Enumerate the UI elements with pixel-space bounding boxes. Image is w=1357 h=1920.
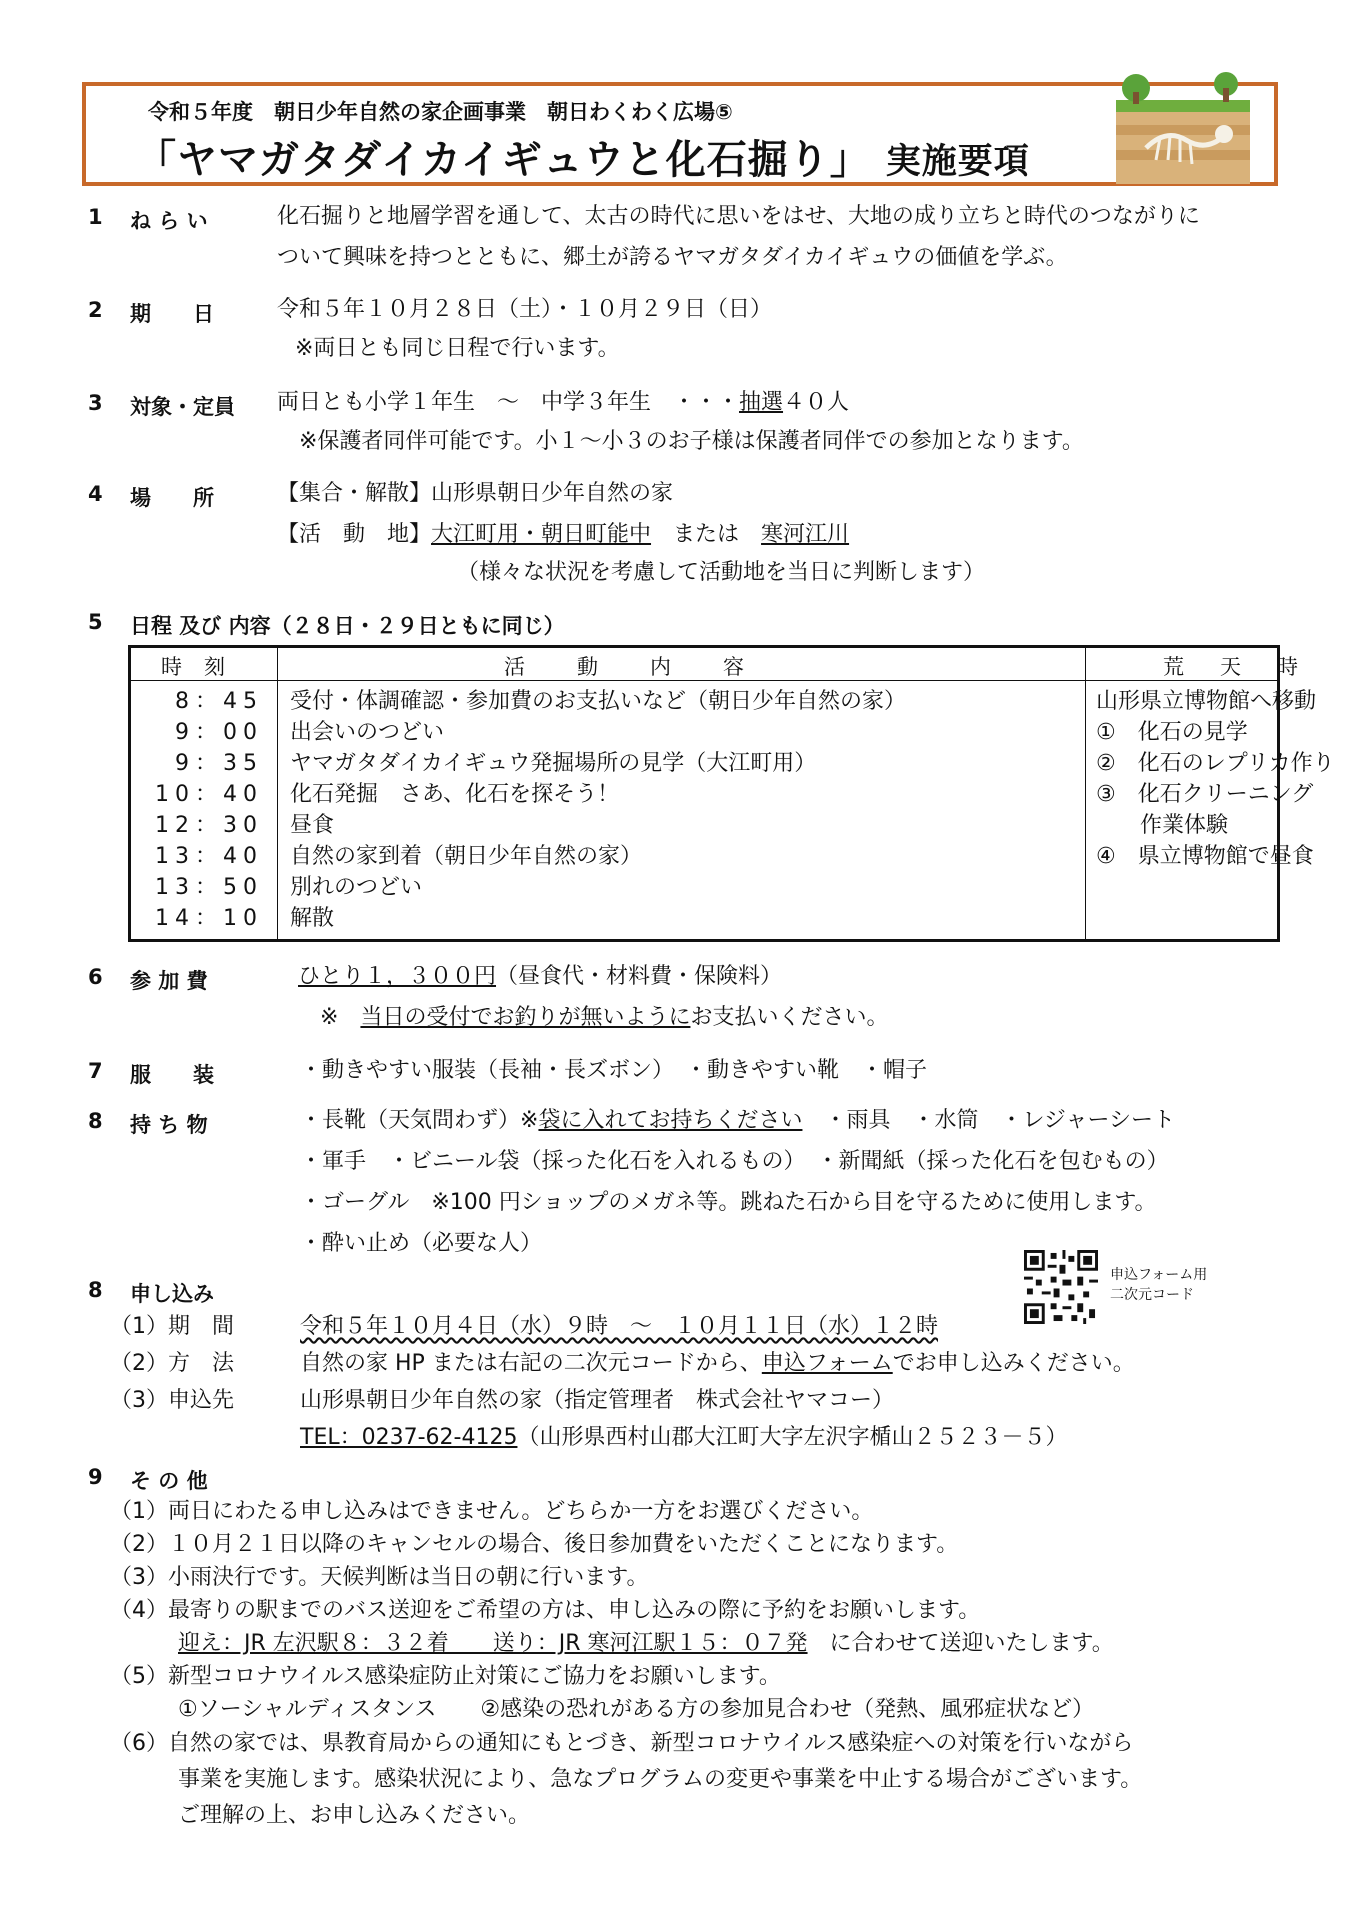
time-column xyxy=(131,648,278,939)
section-heading: 服 装 xyxy=(130,1063,214,1087)
table-cell-time: 12：30 xyxy=(155,813,263,838)
table-cell-activity: 自然の家到着（朝日少年自然の家） xyxy=(290,844,643,869)
section-number: 4 xyxy=(88,482,103,506)
list-item: （1）両日にわたる申し込みはできません。どちらか一方をお選びください。 xyxy=(110,1499,874,1524)
subtitle: 令和５年度 朝日少年自然の家企画事業 朝日わくわく広場⑤ xyxy=(148,100,733,124)
phone-link[interactable]: TEL：0237-62-4125 xyxy=(300,1425,518,1450)
table-cell-rain: ② 化石のレプリカ作り xyxy=(1096,751,1335,776)
text-line: （様々な状況を考慮して活動地を当日に判断します） xyxy=(457,560,986,585)
section-body: ・動きやすい服装（長袖・長ズボン） ・動きやすい靴 ・帽子 xyxy=(300,1058,928,1083)
header-rain: 荒天時 xyxy=(1163,655,1334,679)
section-number: 8 xyxy=(88,1109,103,1133)
table-cell-activity: 別れのつどい xyxy=(290,875,423,900)
title-main: 「ヤマガタダイカイギュウと化石掘り」 xyxy=(136,137,871,183)
table-cell-activity: 化石発掘 さあ、化石を探そう！ xyxy=(290,782,620,807)
label-method: （2）方 法 xyxy=(110,1351,234,1376)
table-cell-activity: ヤマガタダイカイギュウ発掘場所の見学（大江町用） xyxy=(290,751,817,776)
table-cell-time: 13：40 xyxy=(155,844,263,869)
application-address: TEL：0237-62-4125（山形県西村山郡大江町大字左沢字楯山２５２３－５） xyxy=(300,1425,1068,1450)
text-line: ・長靴（天気問わず）※袋に入れてお持ちください ・雨具 ・水筒 ・レジャーシート xyxy=(300,1108,1176,1133)
table-cell-time: 8：45 xyxy=(175,689,263,714)
section-body xyxy=(277,289,772,368)
section-body xyxy=(277,382,1084,461)
table-cell-rain: 作業体験 xyxy=(1096,813,1229,838)
text-line: ※ 当日の受付でお釣りが無いようにお支払いください。 xyxy=(320,1005,889,1030)
text-line: 【活 動 地】大江町用・朝日町能中 または 寒河江川 xyxy=(277,522,850,547)
section-body xyxy=(277,473,985,591)
fossil-illustration-icon xyxy=(1116,70,1250,184)
section-body xyxy=(298,956,888,1038)
table-cell-rain: ③ 化石クリーニング xyxy=(1096,782,1314,807)
section-number: 5 xyxy=(88,610,103,634)
section-heading: 日程 及び 内容（２８日・２９日ともに同じ） xyxy=(130,614,565,638)
text-line: ※両日とも同じ日程で行います。 xyxy=(295,336,620,361)
section-body xyxy=(300,1100,1175,1264)
qr-label: 申込フォーム用 二次元コード xyxy=(1110,1267,1208,1303)
list-item: （6）自然の家では、県教育局からの通知にもとづき、新型コロナウイルス感染症への対策を行いながら xyxy=(110,1731,1134,1756)
header-activity: 活動内容 xyxy=(504,655,796,679)
table-cell-rain: ① 化石の見学 xyxy=(1096,720,1248,745)
section-heading: ね ら い xyxy=(130,209,208,233)
section-heading: 申し込み xyxy=(130,1282,214,1306)
section-heading: 持 ち 物 xyxy=(130,1113,208,1137)
text-line: 化石掘りと地層学習を通して、太古の時代に思いをはせ、大地の成り立ちと時代のつながりに xyxy=(277,204,1200,229)
table-cell-activity: 受付・体調確認・参加費のお支払いなど（朝日少年自然の家） xyxy=(290,689,907,714)
text-line: ※保護者同伴可能です。小１～小３のお子様は保護者同伴での参加となります。 xyxy=(299,429,1084,454)
text-line: ついて興味を持つとともに、郷土が誇るヤマガタダイカイギュウの価値を学ぶ。 xyxy=(277,245,1068,270)
table-cell-activity: 解散 xyxy=(290,906,335,931)
list-item: （3）小雨決行です。天候判断は当日の朝に行います。 xyxy=(110,1565,649,1590)
application-values xyxy=(300,1308,1135,1456)
table-cell-time: 14：10 xyxy=(155,906,263,931)
table-cell-time: 9：00 xyxy=(175,720,263,745)
list-item: （4）最寄りの駅までのバス送迎をご希望の方は、申し込みの際に予約をお願いします。 xyxy=(110,1598,981,1623)
section-heading: 期 日 xyxy=(130,302,214,326)
list-item-sub: 事業を実施します。感染状況により、急なプログラムの変更や事業を中止する場合がございます。 xyxy=(178,1767,1143,1792)
header-time: 時刻 xyxy=(161,655,247,679)
text-line: ・酔い止め（必要な人） xyxy=(300,1231,543,1256)
section-number: 6 xyxy=(88,965,103,989)
table-cell-time: 13：50 xyxy=(155,875,263,900)
text-line: ・軍手 ・ビニール袋（採った化石を入れるもの） ・新聞紙（採った化石を包むもの） xyxy=(300,1149,1169,1174)
table-cell-time: 10：40 xyxy=(155,782,263,807)
label-contact: （3）申込先 xyxy=(110,1388,234,1413)
section-heading: そ の 他 xyxy=(130,1469,208,1493)
application-labels xyxy=(110,1308,234,1419)
application-period: 令和５年１０月４日（水）９時 ～ １０月１１日（水）１２時 xyxy=(300,1314,939,1339)
list-item: （5）新型コロナウイルス感染症防止対策にご協力をお願いします。 xyxy=(110,1664,781,1689)
text-line: 両日とも小学１年生 ～ 中学３年生 ・・・抽選４０人 xyxy=(277,390,850,415)
list-item: （2）１０月２１日以降のキャンセルの場合、後日参加費をいただくことになります。 xyxy=(110,1532,959,1557)
label-period: （1）期 間 xyxy=(110,1314,234,1339)
rain-column xyxy=(1086,648,1335,939)
section-heading: 場 所 xyxy=(130,486,214,510)
section-number: 1 xyxy=(88,205,103,229)
section-number: 9 xyxy=(88,1465,103,1489)
application-method: 自然の家 HP または右記の二次元コードから、申込フォームでお申し込みください。 xyxy=(300,1351,1135,1376)
section-heading: 対象・定員 xyxy=(130,395,235,419)
other-items xyxy=(110,1495,1142,1834)
table-cell-activity: 出会いのつどい xyxy=(290,720,445,745)
title-box xyxy=(82,82,1278,186)
application-contact: 山形県朝日少年自然の家（指定管理者 株式会社ヤマコー） xyxy=(300,1388,895,1413)
section-body xyxy=(277,196,1200,278)
text-line: ひとり１，３００円（昼食代・材料費・保険料） xyxy=(298,964,783,989)
activity-column xyxy=(278,648,1086,939)
section-number: 7 xyxy=(88,1059,103,1083)
section-number: 8 xyxy=(88,1278,103,1302)
table-cell-activity: 昼食 xyxy=(290,813,335,838)
title-suffix: 実施要項 xyxy=(885,142,1030,182)
section-heading: 参 加 費 xyxy=(130,969,208,993)
text-line: ・ゴーグル ※100 円ショップのメガネ等。跳ねた石から目を守るために使用します。 xyxy=(300,1190,1157,1215)
table-header-row xyxy=(131,648,1277,681)
schedule-table xyxy=(128,645,1335,942)
section-number: 3 xyxy=(88,391,103,415)
text-line: 令和５年１０月２８日（土）・１０月２９日（日） xyxy=(277,297,773,322)
list-item-sub: 迎え：JR 左沢駅８：３２着 送り：JR 寒河江駅１５：０７発 に合わせて送迎いたします。 xyxy=(178,1631,1114,1656)
table-cell-rain: 山形県立博物館へ移動 xyxy=(1096,689,1317,714)
list-item-sub: ①ソーシャルディスタンス ②感染の恐れがある方の参加見合わせ（発熱、風邪症状など） xyxy=(178,1697,1095,1722)
page-title xyxy=(136,128,1030,185)
table-cell-rain: ④ 県立博物館で昼食 xyxy=(1096,844,1314,869)
section-number: 2 xyxy=(88,298,103,322)
table-cell-time: 9：35 xyxy=(175,751,263,776)
list-item-sub: ご理解の上、お申し込みください。 xyxy=(178,1803,531,1828)
text-line: 【集合・解散】山形県朝日少年自然の家 xyxy=(277,481,674,506)
